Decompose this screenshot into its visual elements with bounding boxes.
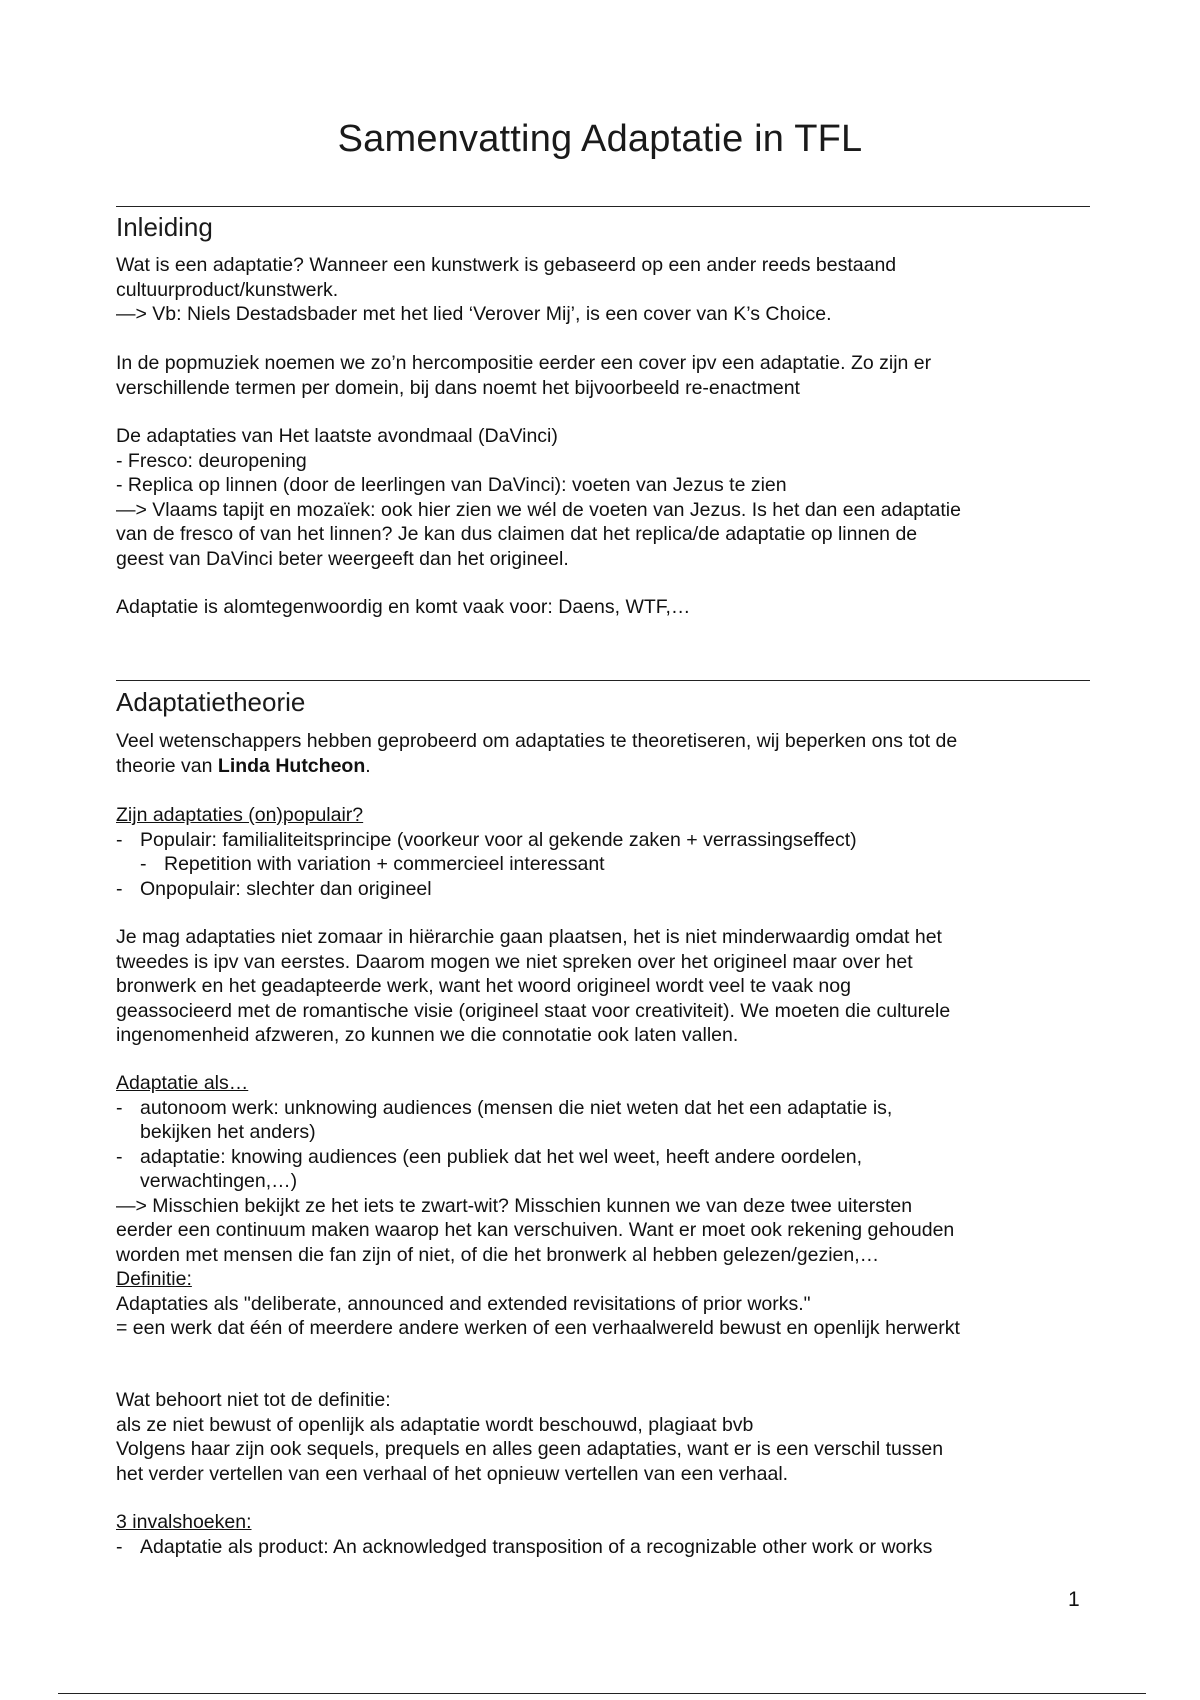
list-item-text: autonoom werk: unknowing audiences (mensen die niet weten dat het een adaptatie is, [140, 1096, 893, 1119]
section-divider [116, 680, 1090, 681]
text-line: Adaptatie is alomtegenwoordig en komt vaak voor: Daens, WTF,… [116, 596, 691, 618]
page-bottom-divider [58, 1693, 1146, 1694]
list-item [116, 1096, 1096, 1145]
niet-definitie-block [116, 1388, 1096, 1486]
list-item-nested [116, 852, 1096, 877]
text-line: Veel wetenschappers hebben geprobeerd om adaptaties te theoretiseren, wij beperken ons tot de [116, 730, 958, 752]
text-line: worden met mensen die fan zijn of niet, of die het bronwerk al hebben gelezen/gezien,… [116, 1243, 880, 1266]
text-line: - Fresco: deuropening [116, 449, 307, 472]
text-line: = een werk dat één of meerdere andere werken of een verhaalwereld bewust en openlijk herwerkt [116, 1317, 960, 1339]
populair-list [116, 803, 1096, 901]
text-line: Je mag adaptaties niet zomaar in hiërarchie gaan plaatsen, het is niet minderwaardig omdat het [116, 926, 942, 948]
text-line: De adaptaties van Het laatste avondmaal (DaVinci) [116, 425, 558, 447]
list-item [116, 877, 1096, 902]
text-line: als ze niet bewust of openlijk als adaptatie wordt beschouwd, plagiaat bvb [116, 1413, 754, 1436]
text-line: verschillende termen per domein, bij dans noemt het bijvoorbeeld re-enactment [116, 376, 800, 399]
section-divider [116, 206, 1090, 207]
inleiding-paragraph-2 [116, 351, 1096, 400]
list-item [116, 1535, 1096, 1560]
list-item-text: Repetition with variation + commercieel interessant [164, 853, 605, 875]
subheading-invalshoeken: 3 invalshoeken: [116, 1511, 252, 1533]
text-line: bronwerk en het geadapteerde werk, want het woord origineel wordt veel te vaak nog [116, 975, 851, 997]
text-line: —> Vb: Niels Destadsbader met het lied ‘Verover Mij’, is een cover van K’s Choice. [116, 303, 832, 325]
list-item-text: verwachtingen,…) [140, 1170, 298, 1192]
dash-bullet: - [116, 828, 123, 851]
text-run: . [365, 754, 371, 777]
list-item-text: bekijken het anders) [140, 1121, 316, 1143]
author-name: Linda Hutcheon [217, 754, 366, 777]
subheading-populair: Zijn adaptaties (on)populair? [116, 804, 364, 826]
inleiding-paragraph-4 [116, 595, 1096, 620]
text-line: - Replica op linnen (door de leerlingen van DaVinci): voeten van Jezus te zien [116, 474, 787, 496]
list-item [116, 1145, 1096, 1194]
text-line: eerder een continuum maken waarop het kan verschuiven. Want er moet ook rekening gehouden [116, 1219, 955, 1241]
adaptatie-als-list [116, 1071, 1096, 1267]
subheading-definitie: Definitie: [116, 1268, 192, 1290]
text-line: Volgens haar zijn ook sequels, prequels en alles geen adaptaties, want er is een verschil tussen [116, 1438, 944, 1460]
list-item-text: Adaptatie als product: An acknowledged transposition of a recognizable other work or works [140, 1535, 933, 1558]
document-title: Samenvatting Adaptatie in TFL [337, 118, 863, 160]
definitie-block [116, 1267, 1096, 1341]
invalshoeken-list [116, 1510, 1096, 1559]
theorie-intro [116, 729, 1096, 778]
text-line: cultuurproduct/kunstwerk. [116, 278, 339, 301]
dash-bullet: - [140, 853, 147, 875]
list-item-text: adaptatie: knowing audiences (een publiek dat het wel weet, heeft andere oordelen, [140, 1145, 863, 1168]
list-item-text: Onpopulair: slechter dan origineel [140, 877, 432, 900]
text-line: Wat is een adaptatie? Wanneer een kunstwerk is gebaseerd op een ander reeds bestaand [116, 254, 897, 276]
text-line: het verder vertellen van een verhaal of het opnieuw vertellen van een verhaal. [116, 1462, 789, 1485]
dash-bullet: - [116, 1145, 123, 1168]
text-line: Wat behoort niet tot de definitie: [116, 1389, 391, 1411]
text-line: van de fresco of van het linnen? Je kan dus claimen dat het replica/de adaptatie op linnen de [116, 523, 918, 545]
inleiding-paragraph-1 [116, 253, 1096, 327]
section-heading-adaptatietheorie: Adaptatietheorie [116, 687, 306, 717]
page-number: 1 [1068, 1588, 1080, 1611]
text-line [116, 754, 1096, 779]
dash-bullet: - [116, 1535, 123, 1558]
text-line: —> Misschien bekijkt ze het iets te zwart-wit? Misschien kunnen we van deze twee uitersten [116, 1194, 913, 1217]
text-line: Adaptaties als "deliberate, announced and extended revisitations of prior works." [116, 1292, 811, 1315]
hierarchie-paragraph [116, 925, 1096, 1048]
list-item-text: Populair: familialiteitsprincipe (voorkeur voor al gekende zaken + verrassingseffect) [140, 828, 857, 851]
text-line: In de popmuziek noemen we zo’n hercompositie eerder een cover ipv een adaptatie. Zo zijn er [116, 352, 932, 374]
text-line: tweedes is ipv van eerstes. Daarom mogen we niet spreken over het origineel maar over het [116, 950, 913, 973]
dash-bullet: - [116, 877, 123, 900]
list-item [116, 828, 1096, 853]
text-line: ingenomenheid afzweren, zo kunnen we die connotatie ook laten vallen. [116, 1024, 739, 1046]
inleiding-paragraph-3 [116, 424, 1096, 571]
subheading-adaptatie-als: Adaptatie als… [116, 1072, 249, 1094]
section-heading-inleiding: Inleiding [116, 212, 213, 242]
text-run: theorie van [116, 754, 218, 777]
text-line: geassocieerd met de romantische visie (origineel staat voor creativiteit). We moeten die culturele [116, 999, 951, 1022]
dash-bullet: - [116, 1096, 123, 1119]
text-line: geest van DaVinci beter weergeeft dan het origineel. [116, 547, 569, 570]
text-line: —> Vlaams tapijt en mozaïek: ook hier zien we wél de voeten van Jezus. Is het dan een adaptatie [116, 498, 961, 521]
